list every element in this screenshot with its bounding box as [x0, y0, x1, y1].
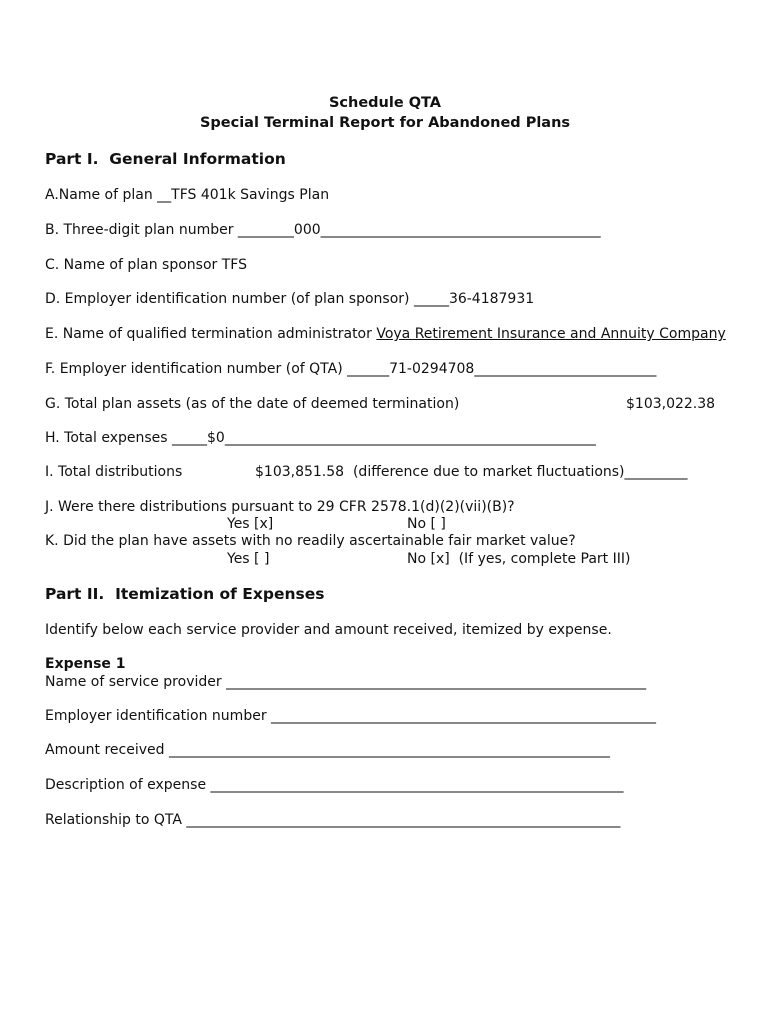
employer-ein-label: Employer identification number	[45, 708, 272, 724]
item-j-yes: Yes [x]	[227, 516, 274, 532]
item-b-label: B. Three-digit plan number	[45, 222, 238, 238]
item-h-total-expenses	[45, 429, 596, 447]
relationship-blank: ______________________________________________________________	[186, 812, 621, 828]
expense-1-title: Expense 1	[45, 656, 126, 672]
service-provider-label: Name of service provider	[45, 674, 227, 690]
item-a-label: A.Name of plan	[45, 187, 158, 203]
item-a-plan-name	[45, 186, 329, 204]
amount-received-label: Amount received	[45, 742, 169, 758]
item-g-value: $103,022.38	[626, 396, 716, 412]
item-h-value: _____$0_____________________________________________________	[172, 430, 596, 446]
service-provider-line	[45, 673, 646, 691]
item-c-plan-sponsor	[45, 256, 247, 274]
item-k-question: K. Did the plan have assets with no readily ascertainable fair market value?	[45, 533, 576, 549]
relationship-line	[45, 811, 620, 829]
part2-heading: Part II. Itemization of Expenses	[45, 585, 325, 603]
item-b-plan-number	[45, 221, 601, 239]
report-subtitle: Special Terminal Report for Abandoned Plans	[199, 115, 571, 131]
description-line	[45, 776, 624, 794]
part2-instructions: Identify below each service provider and amount received, itemized by expense.	[45, 622, 612, 638]
item-h-label: H. Total expenses	[45, 430, 173, 446]
item-d-label: D. Employer identification number (of plan sponsor)	[45, 291, 414, 307]
item-k-yes: Yes [ ]	[227, 551, 270, 567]
item-k-no: No [x] (If yes, complete Part III)	[407, 551, 631, 567]
employer-ein-blank: _______________________________________________________	[271, 708, 657, 724]
item-i-value: $103,851.58 (difference due to market fluctuations)_________	[255, 464, 688, 480]
item-d-sponsor-ein	[45, 290, 534, 308]
item-e-value: Voya Retirement Insurance and Annuity Company	[376, 326, 726, 342]
item-j-no: No [ ]	[407, 516, 446, 532]
schedule-title: Schedule QTA	[328, 95, 442, 111]
relationship-label: Relationship to QTA	[45, 812, 187, 828]
item-f-label: F. Employer identification number (of QTA)	[45, 361, 348, 377]
description-blank: ___________________________________________________________	[210, 777, 624, 793]
item-b-value: ________000________________________________________	[237, 222, 601, 238]
item-e-label: E. Name of qualified termination administrator	[45, 326, 377, 342]
employer-ein-line	[45, 707, 656, 725]
amount-received-line	[45, 741, 610, 759]
item-i-label: I. Total distributions	[45, 464, 183, 480]
item-a-value: __TFS 401k Savings Plan	[157, 187, 330, 203]
item-f-value: ______71-0294708__________________________	[347, 361, 657, 377]
part1-heading: Part I. General Information	[45, 150, 286, 168]
item-g-label: G. Total plan assets (as of the date of deemed termination)	[45, 396, 460, 412]
item-d-value: _____36-4187931	[413, 291, 535, 307]
service-provider-blank: ____________________________________________________________	[226, 674, 647, 690]
description-label: Description of expense	[45, 777, 211, 793]
item-j-question: J. Were there distributions pursuant to 29 CFR 2578.1(d)(2)(vii)(B)?	[45, 499, 515, 515]
item-e-qta-name	[45, 325, 726, 343]
item-f-qta-ein	[45, 360, 656, 378]
amount-received-blank: _______________________________________________________________	[168, 742, 610, 758]
item-c-label: C. Name of plan sponsor	[45, 257, 222, 273]
item-c-value: TFS	[221, 257, 247, 273]
